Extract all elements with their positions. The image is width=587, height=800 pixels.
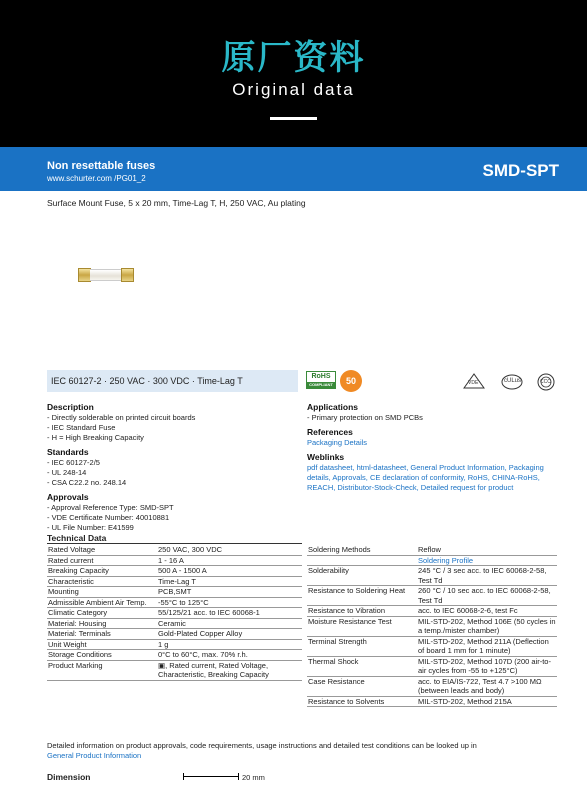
table-row (47, 576, 302, 587)
product-url[interactable]: www.schurter.com /PG01_2 (47, 174, 146, 183)
row-label: Unit Weight (47, 639, 157, 650)
description-heading: Description (47, 402, 94, 412)
row-value: Time-Lag T (157, 576, 302, 587)
table-row (47, 650, 302, 661)
row-value: 1 g (157, 639, 302, 650)
table-row (47, 639, 302, 650)
table-row (47, 597, 302, 608)
row-value: acc. to IEC 60068-2-6, test Fc (417, 606, 557, 617)
row-value: Reflow (417, 545, 557, 555)
row-label: Material: Housing (47, 618, 157, 629)
row-label: Material: Terminals (47, 629, 157, 640)
row-value: MIL-STD-202, Method 107D (200 air-to-air cycles from -55 to +125°C) (417, 656, 557, 676)
row-label: Case Resistance (307, 676, 417, 696)
row-value: Gold-Plated Copper Alloy (157, 629, 302, 640)
general-product-info-link[interactable]: General Product Information (47, 751, 142, 760)
spec-summary-bar: IEC 60127-2 · 250 VAC · 300 VDC · Time-Lag T (47, 370, 298, 392)
applications-heading: Applications (307, 402, 359, 412)
standards-item: - UL 248-14 (47, 468, 87, 477)
product-header-bar (0, 147, 587, 191)
row-value: 55/125/21 acc. to IEC 60068-1 (157, 608, 302, 619)
dimension-scale-bar (183, 776, 239, 777)
fifty-year-badge: 50 (340, 370, 362, 392)
table-row (47, 566, 302, 577)
approvals-item: - Approval Reference Type: SMD-SPT (47, 503, 174, 512)
description-item: - Directly solderable on printed circuit boards (47, 413, 196, 422)
table-row (307, 586, 557, 606)
row-label: Solderability (307, 566, 417, 586)
table-row (47, 587, 302, 598)
references-heading: References (307, 427, 353, 437)
row-value: -55°C to 125°C (157, 597, 302, 608)
dimension-scale-label: 20 mm (242, 773, 265, 782)
row-value: MIL-STD-202, Method 211A (Deflection of board 1 mm for 1 minute) (417, 636, 557, 656)
banner-title-en: Original data (232, 80, 355, 99)
table-row (47, 555, 302, 566)
standards-item: - IEC 60127-2/5 (47, 458, 100, 467)
table-row (307, 545, 557, 555)
row-value: MIL-STD-202, Method 106E (50 cycles in a temp./mister chamber) (418, 616, 556, 635)
fuse-cap-right (121, 268, 134, 282)
standards-heading: Standards (47, 447, 89, 457)
table-row (307, 555, 557, 566)
row-label: Climatic Category (47, 608, 157, 619)
table-row (307, 676, 557, 696)
cert-marks (462, 372, 562, 390)
row-value: 0°C to 60°C, max. 70% r.h. (157, 650, 302, 661)
approvals-item: - VDE Certificate Number: 40010881 (47, 513, 170, 522)
table-row (307, 606, 557, 617)
row-label: Admissible Ambient Air Temp. (47, 597, 157, 608)
general-info-note (47, 741, 477, 761)
tech-table-right (307, 545, 557, 707)
row-value: 245 °C / 3 sec acc. to IEC 60068-2-58, Test Td (417, 566, 557, 586)
row-label: Storage Conditions (47, 650, 157, 661)
row-label: Soldering Methods (307, 545, 417, 555)
description-item: - IEC Standard Fuse (47, 423, 116, 432)
row-label: Terminal Strength (307, 636, 417, 656)
row-value: acc. to EIA/IS-722, Test 4.7 >100 MΩ (between leads and body) (417, 676, 557, 696)
row-value: MIL-STD-202, Method 215A (417, 696, 557, 707)
weblinks-list[interactable]: pdf datasheet, html-datasheet, General Product Information, Packaging details, Approvals, CE declaration of conformity, RoHS, CHINA-RoHS, REACH, Distributor-Stock-Check, Detailed request for product (307, 463, 544, 492)
row-label: Characteristic (47, 576, 157, 587)
note-text: Detailed information on product approvals, code requirements, usage instructions and detailed test conditions can be looked up in (47, 741, 477, 750)
fuse-image (78, 268, 134, 282)
row-label: Mounting (47, 587, 157, 598)
technical-data-title: Technical Data (47, 533, 302, 544)
row-label (307, 555, 417, 566)
banner-divider (270, 117, 317, 120)
row-label: Rated current (47, 555, 157, 566)
row-value: 500 A - 1500 A (157, 566, 302, 577)
row-value[interactable]: Soldering Profile (417, 555, 557, 566)
table-row (47, 660, 302, 680)
row-value: PCB,SMT (157, 587, 302, 598)
ul-mark: cULus (504, 378, 522, 384)
vde-mark: VDE (468, 380, 479, 386)
table-row (47, 545, 302, 555)
table-row (47, 608, 302, 619)
row-label: Thermal Shock (307, 656, 417, 676)
standards-item: - CSA C22.2 no. 248.14 (47, 478, 127, 487)
packaging-details-link[interactable]: Packaging Details (307, 438, 368, 447)
left-info-column (47, 398, 297, 533)
applications-item: - Primary protection on SMD PCBs (307, 413, 423, 422)
row-label: Resistance to Vibration (307, 606, 417, 617)
row-label: Breaking Capacity (47, 566, 157, 577)
product-family: Non resettable fuses (47, 160, 156, 172)
row-value: 250 VAC, 300 VDC (157, 545, 302, 555)
row-label: Resistance to Soldering Heat (307, 586, 417, 606)
description-item: - H = High Breaking Capacity (47, 433, 144, 442)
table-row (307, 616, 557, 636)
approvals-item: - UL File Number: E41599 (47, 523, 134, 532)
dimension-heading: Dimension (47, 772, 91, 782)
product-subtitle: Surface Mount Fuse, 5 x 20 mm, Time-Lag T, H, 250 VAC, Au plating (47, 198, 306, 208)
row-value: Ceramic (157, 618, 302, 629)
table-row (307, 566, 557, 586)
fuse-body (90, 269, 122, 281)
table-row (47, 618, 302, 629)
row-label: Moisture Resistance Test (307, 616, 417, 636)
row-label: Resistance to Solvents (307, 696, 417, 707)
row-label: Product Marking (47, 660, 157, 680)
rohs-badge: RoHS COMPLIANT (306, 371, 336, 389)
right-info-column (307, 398, 557, 493)
ccc-mark: CCC (540, 379, 551, 385)
weblinks-heading: Weblinks (307, 452, 345, 462)
tech-table-left (47, 545, 302, 681)
table-row (307, 656, 557, 676)
table-row (47, 629, 302, 640)
approvals-heading: Approvals (47, 492, 89, 502)
banner-title-cn: 原厂资料 (221, 38, 366, 78)
product-code: SMD-SPT (482, 161, 559, 180)
header-banner (0, 0, 587, 147)
table-row (307, 696, 557, 707)
row-value: ▣, Rated current, Rated Voltage, Characteristic, Breaking Capacity (157, 660, 302, 680)
row-value: 260 °C / 10 sec acc. to IEC 60068-2-58, Test Td (417, 586, 557, 606)
row-label: Rated Voltage (47, 545, 157, 555)
row-value: 1 - 16 A (157, 555, 302, 566)
table-row (307, 636, 557, 656)
